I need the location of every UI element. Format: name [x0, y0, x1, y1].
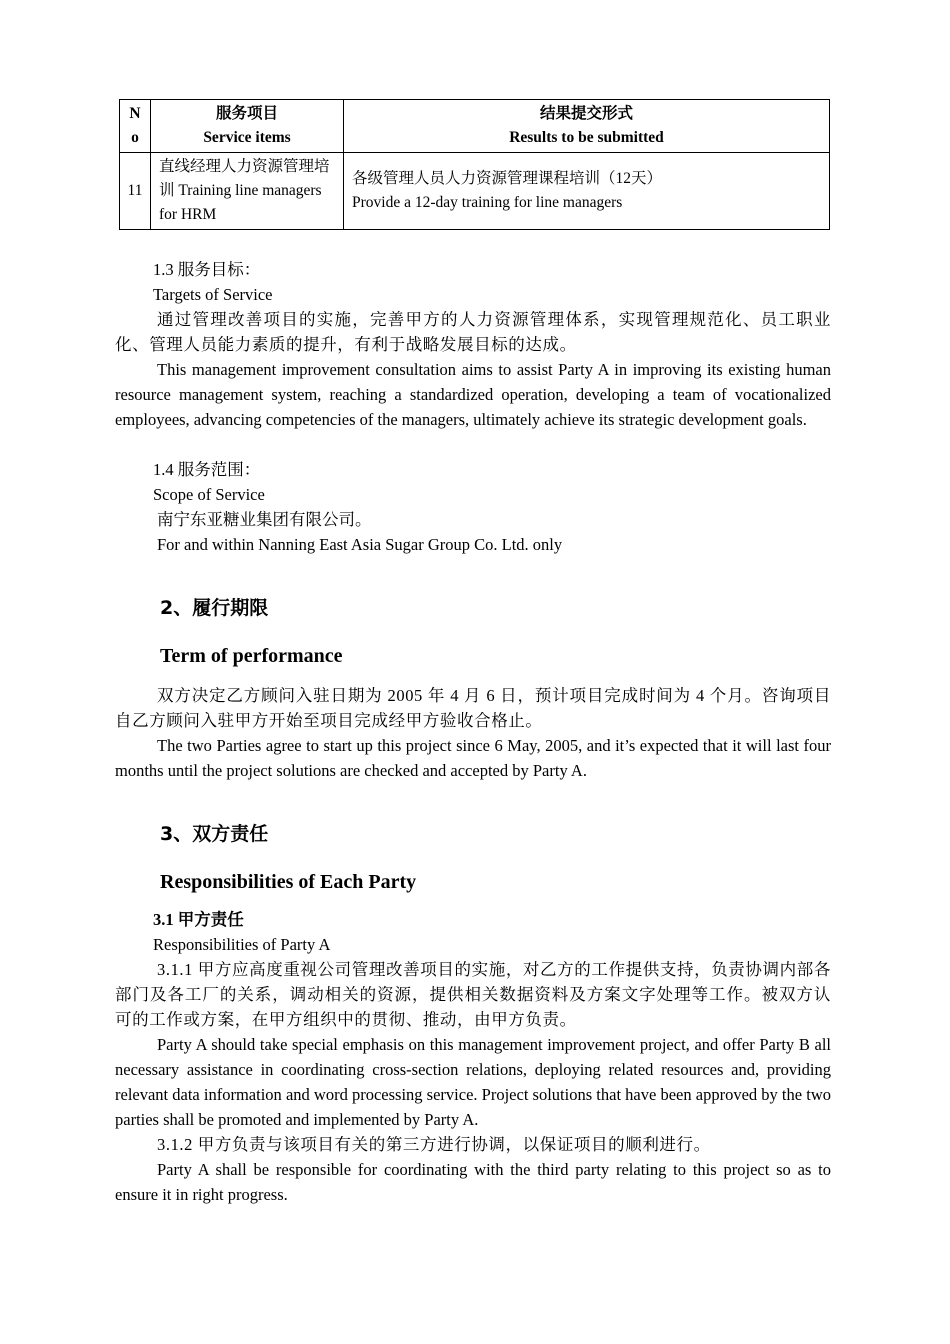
row-results-zh: 各级管理人员人力资源管理课程培训（12天）	[352, 170, 663, 187]
section-1-3-paragraph-zh: 通过管理改善项目的实施，完善甲方的人力资源管理体系，实现管理规范化、员工职业化、管理人员能力素质的提升，有利于战略发展目标的达成。	[115, 310, 831, 354]
clause-3-1-2-zh: 3.1.2 甲方负责与该项目有关的第三方进行协调，以保证项目的顺利进行。	[157, 1135, 711, 1154]
section-1-3-heading-zh: 1.3 服务目标：	[153, 260, 261, 279]
table-row	[120, 153, 830, 230]
section-3-1-heading-zh: 3.1 甲方责任	[153, 910, 244, 929]
clause-3-1-1-en: Party A should take special emphasis on this management improvement project, and offer Party B all necessary assistance in coordinating cross-section relations, deploying related resources and, providing relevant data information and word processing service. Project solutions that have been approved by the two parties shall be promoted and implemented by Party A.	[115, 1035, 831, 1129]
section-2-heading-zh: 2、履行期限	[160, 597, 269, 619]
section-1-4-paragraph-en: For and within Nanning East Asia Sugar Group Co. Ltd. only	[157, 535, 563, 554]
table-header-row	[120, 100, 830, 153]
row-results	[344, 153, 830, 230]
service-table	[119, 99, 830, 230]
header-results-zh: 结果提交形式	[539, 105, 633, 122]
section-2-paragraph-zh: 双方决定乙方顾问入驻日期为 2005 年 4 月 6 日，预计项目完成时间为 4 个月。咨询项目自乙方顾问入驻甲方开始至项目完成经甲方验收合格止。	[115, 686, 831, 730]
header-results-en: Results to be submitted	[509, 129, 664, 146]
section-1-4-heading-en: Scope of Service	[153, 485, 265, 504]
header-no: N o	[120, 100, 151, 153]
section-1-3-paragraph-en: This management improvement consultation aims to assist Party A in improving its existing human resource management system, reaching a standardized operation, developing a team of vocationalized employees, advancing competencies of the managers, ultimately achieve its strategic development goals.	[115, 360, 831, 429]
header-results	[344, 100, 830, 153]
clause-3-1-2-en: Party A shall be responsible for coordinating with the third party relating to this project so as to ensure it in right progress.	[115, 1160, 831, 1204]
header-service-en: Service items	[203, 129, 291, 146]
section-3-1-heading-en: Responsibilities of Party A	[153, 935, 331, 954]
row-service: 直线经理人力资源管理培训 Training line managers for HRM	[151, 153, 344, 230]
document-page	[115, 99, 831, 1207]
section-2-heading-en: Term of performance	[160, 645, 343, 667]
section-2-paragraph-en: The two Parties agree to start up this project since 6 May, 2005, and it’s expected that it will last four months until the project solutions are checked and accepted by Party A.	[115, 736, 831, 780]
section-3-heading-zh: 3、双方责任	[160, 823, 269, 845]
header-service-zh: 服务项目	[215, 105, 278, 122]
row-no: 11	[120, 153, 151, 230]
section-1-3-heading-en: Targets of Service	[153, 285, 273, 304]
section-1-4-heading-zh: 1.4 服务范围：	[153, 460, 261, 479]
clause-3-1-1-zh: 3.1.1 甲方应高度重视公司管理改善项目的实施，对乙方的工作提供支持，负责协调内部各部门及各工厂的关系，调动相关的资源，提供相关数据资料及方案文字处理等工作。被双方认可的工作或方案，在甲方组织中的贯彻、推动，由甲方负责。	[115, 960, 831, 1029]
row-results-en: Provide a 12-day training for line managers	[352, 194, 623, 211]
section-1-4-paragraph-zh: 南宁东亚糖业集团有限公司。	[157, 510, 372, 529]
section-3-heading-en: Responsibilities of Each Party	[160, 871, 417, 893]
header-service-items	[151, 100, 344, 153]
